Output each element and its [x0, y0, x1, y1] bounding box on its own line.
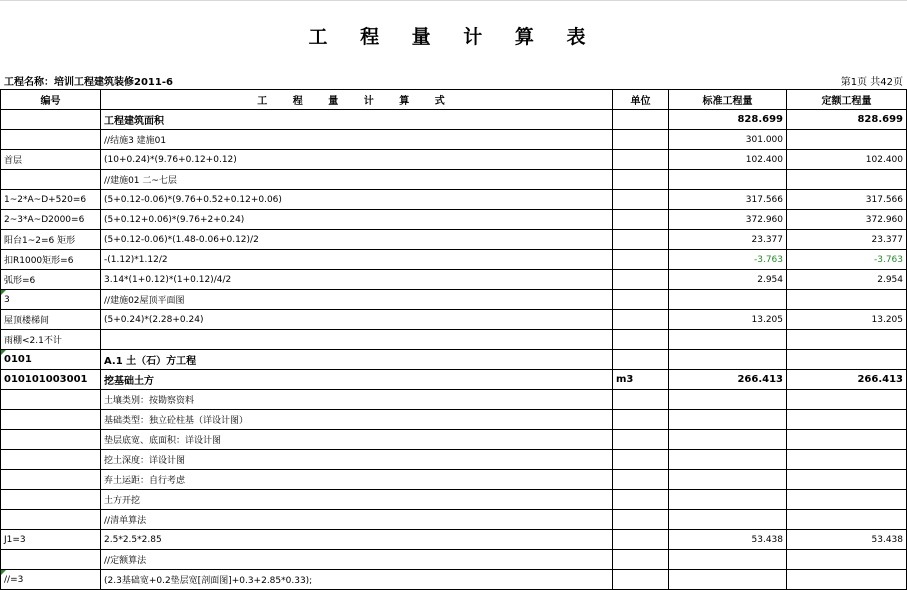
- table-row: [1, 210, 907, 230]
- cell-quota-quantity: [787, 390, 907, 410]
- cell-code: [1, 470, 101, 490]
- cell-formula: //定额算法: [101, 550, 613, 570]
- cell-formula: (5+0.12-0.06)*(9.76+0.52+0.12+0.06): [101, 190, 613, 210]
- cell-quota-quantity: 13.205: [787, 310, 907, 330]
- cell-standard-quantity: -3.763: [669, 250, 787, 270]
- cell-formula: (5+0.12+0.06)*(9.76+2+0.24): [101, 210, 613, 230]
- cell-quota-quantity: [787, 330, 907, 350]
- table-body: [1, 110, 907, 590]
- cell-code: [1, 430, 101, 450]
- cell-quota-quantity: 2.954: [787, 270, 907, 290]
- cell-quota-quantity: [787, 570, 907, 590]
- cell-formula: (5+0.12-0.06)*(1.48-0.06+0.12)/2: [101, 230, 613, 250]
- cell-code: [1, 170, 101, 190]
- table-row: [1, 110, 907, 130]
- table-row: [1, 270, 907, 290]
- cell-code: [1, 550, 101, 570]
- cell-standard-quantity: [669, 430, 787, 450]
- cell-code: 3: [1, 290, 101, 310]
- table-header-row: [1, 90, 907, 110]
- cell-quota-quantity: [787, 430, 907, 450]
- cell-formula: (10+0.24)*(9.76+0.12+0.12): [101, 150, 613, 170]
- table-row: [1, 530, 907, 550]
- cell-code: [1, 110, 101, 130]
- cell-quota-quantity: 266.413: [787, 370, 907, 390]
- header-formula: 工 程 量 计 算 式: [101, 90, 613, 110]
- cell-formula: //清单算法: [101, 510, 613, 530]
- cell-code: 阳台1~2=6 矩形: [1, 230, 101, 250]
- table-row: [1, 570, 907, 590]
- cell-unit: [613, 110, 669, 130]
- cell-unit: [613, 150, 669, 170]
- cell-code: 010101003001: [1, 370, 101, 390]
- cell-formula: 挖基础土方: [101, 370, 613, 390]
- cell-quota-quantity: [787, 450, 907, 470]
- table-row: [1, 430, 907, 450]
- cell-code: 首层: [1, 150, 101, 170]
- cell-unit: [613, 570, 669, 590]
- cell-unit: [613, 290, 669, 310]
- cell-formula: 基础类型：独立砼柱基（详设计图）: [101, 410, 613, 430]
- cell-code: [1, 510, 101, 530]
- cell-quota-quantity: 23.377: [787, 230, 907, 250]
- cell-unit: [613, 210, 669, 230]
- cell-unit: [613, 430, 669, 450]
- cell-standard-quantity: [669, 510, 787, 530]
- cell-standard-quantity: 317.566: [669, 190, 787, 210]
- calculation-table: [0, 89, 907, 590]
- table-row: [1, 550, 907, 570]
- cell-standard-quantity: [669, 290, 787, 310]
- cell-unit: [613, 350, 669, 370]
- table-row: [1, 250, 907, 270]
- page-info: 第1页 共42页: [840, 77, 903, 88]
- cell-formula: [101, 330, 613, 350]
- cell-standard-quantity: 372.960: [669, 210, 787, 230]
- cell-quota-quantity: 317.566: [787, 190, 907, 210]
- cell-standard-quantity: 266.413: [669, 370, 787, 390]
- cell-standard-quantity: [669, 170, 787, 190]
- cell-formula: 3.14*(1+0.12)*(1+0.12)/4/2: [101, 270, 613, 290]
- cell-unit: m3: [613, 370, 669, 390]
- cell-quota-quantity: 828.699: [787, 110, 907, 130]
- cell-unit: [613, 170, 669, 190]
- cell-unit: [613, 550, 669, 570]
- cell-unit: [613, 530, 669, 550]
- header-standard-quantity: 标准工程量: [669, 90, 787, 110]
- cell-quota-quantity: [787, 410, 907, 430]
- cell-quota-quantity: [787, 550, 907, 570]
- cell-unit: [613, 330, 669, 350]
- cell-formula: (5+0.24)*(2.28+0.24): [101, 310, 613, 330]
- cell-quota-quantity: [787, 290, 907, 310]
- header-unit: 单位: [613, 90, 669, 110]
- cell-code: [1, 130, 101, 150]
- table-row: [1, 290, 907, 310]
- cell-quota-quantity: 102.400: [787, 150, 907, 170]
- cell-standard-quantity: 13.205: [669, 310, 787, 330]
- cell-code: [1, 390, 101, 410]
- cell-formula: 工程建筑面积: [101, 110, 613, 130]
- cell-code: [1, 410, 101, 430]
- cell-code: 屋顶楼梯间: [1, 310, 101, 330]
- cell-standard-quantity: [669, 330, 787, 350]
- cell-code: 扣R1000矩形=6: [1, 250, 101, 270]
- cell-quota-quantity: [787, 490, 907, 510]
- table-row: [1, 170, 907, 190]
- cell-formula: 垫层底宽、底面积：详设计图: [101, 430, 613, 450]
- table-row: [1, 470, 907, 490]
- cell-unit: [613, 250, 669, 270]
- project-name: 工程名称：培训工程建筑装修2011-6: [4, 77, 173, 88]
- table-row: [1, 370, 907, 390]
- cell-quota-quantity: [787, 130, 907, 150]
- cell-standard-quantity: [669, 410, 787, 430]
- cell-standard-quantity: 23.377: [669, 230, 787, 250]
- cell-formula: //结施3 建施01: [101, 130, 613, 150]
- table-row: [1, 190, 907, 210]
- cell-standard-quantity: [669, 450, 787, 470]
- table-row: [1, 230, 907, 250]
- cell-code: 2~3*A~D2000=6: [1, 210, 101, 230]
- cell-unit: [613, 130, 669, 150]
- header-code: 编号: [1, 90, 101, 110]
- cell-code: //=3: [1, 570, 101, 590]
- table-row: [1, 390, 907, 410]
- cell-code: 雨棚<2.1不计: [1, 330, 101, 350]
- cell-standard-quantity: 102.400: [669, 150, 787, 170]
- cell-unit: [613, 310, 669, 330]
- cell-standard-quantity: 53.438: [669, 530, 787, 550]
- cell-formula: -(1.12)*1.12/2: [101, 250, 613, 270]
- cell-standard-quantity: [669, 390, 787, 410]
- cell-quota-quantity: [787, 510, 907, 530]
- cell-code: J1=3: [1, 530, 101, 550]
- cell-unit: [613, 390, 669, 410]
- table-row: [1, 450, 907, 470]
- cell-unit: [613, 470, 669, 490]
- cell-quota-quantity: [787, 470, 907, 490]
- cell-code: 弧形=6: [1, 270, 101, 290]
- page-title: 工 程 量 计 算 表: [308, 26, 599, 48]
- cell-quota-quantity: -3.763: [787, 250, 907, 270]
- table-row: [1, 510, 907, 530]
- table-row: [1, 350, 907, 370]
- cell-standard-quantity: 301.000: [669, 130, 787, 150]
- cell-formula: 挖土深度：详设计图: [101, 450, 613, 470]
- cell-unit: [613, 450, 669, 470]
- table-row: [1, 130, 907, 150]
- cell-code: 1~2*A~D+520=6: [1, 190, 101, 210]
- cell-formula: 土方开挖: [101, 490, 613, 510]
- cell-formula: (2.3基础宽+0.2垫层宽[剖面图]+0.3+2.85*0.33);: [101, 570, 613, 590]
- cell-standard-quantity: [669, 550, 787, 570]
- cell-quota-quantity: [787, 350, 907, 370]
- top-border-line: [0, 0, 907, 1]
- cell-standard-quantity: 828.699: [669, 110, 787, 130]
- cell-formula: 弃土运距：自行考虑: [101, 470, 613, 490]
- cell-code: [1, 490, 101, 510]
- cell-quota-quantity: 372.960: [787, 210, 907, 230]
- cell-formula: //建施01 二~七层: [101, 170, 613, 190]
- cell-standard-quantity: 2.954: [669, 270, 787, 290]
- cell-quota-quantity: 53.438: [787, 530, 907, 550]
- cell-code: 0101: [1, 350, 101, 370]
- cell-formula: 土壤类别：按勘察资料: [101, 390, 613, 410]
- cell-unit: [613, 270, 669, 290]
- table-row: [1, 490, 907, 510]
- cell-unit: [613, 410, 669, 430]
- cell-unit: [613, 510, 669, 530]
- table-row: [1, 310, 907, 330]
- cell-unit: [613, 490, 669, 510]
- table-row: [1, 330, 907, 350]
- cell-unit: [613, 230, 669, 250]
- cell-standard-quantity: [669, 350, 787, 370]
- cell-formula: //建施02屋顶平面图: [101, 290, 613, 310]
- header-quota-quantity: 定额工程量: [787, 90, 907, 110]
- cell-standard-quantity: [669, 570, 787, 590]
- cell-standard-quantity: [669, 490, 787, 510]
- table-row: [1, 150, 907, 170]
- cell-formula: A.1 土（石）方工程: [101, 350, 613, 370]
- cell-unit: [613, 190, 669, 210]
- cell-standard-quantity: [669, 470, 787, 490]
- cell-formula: 2.5*2.5*2.85: [101, 530, 613, 550]
- table-row: [1, 410, 907, 430]
- cell-code: [1, 450, 101, 470]
- cell-quota-quantity: [787, 170, 907, 190]
